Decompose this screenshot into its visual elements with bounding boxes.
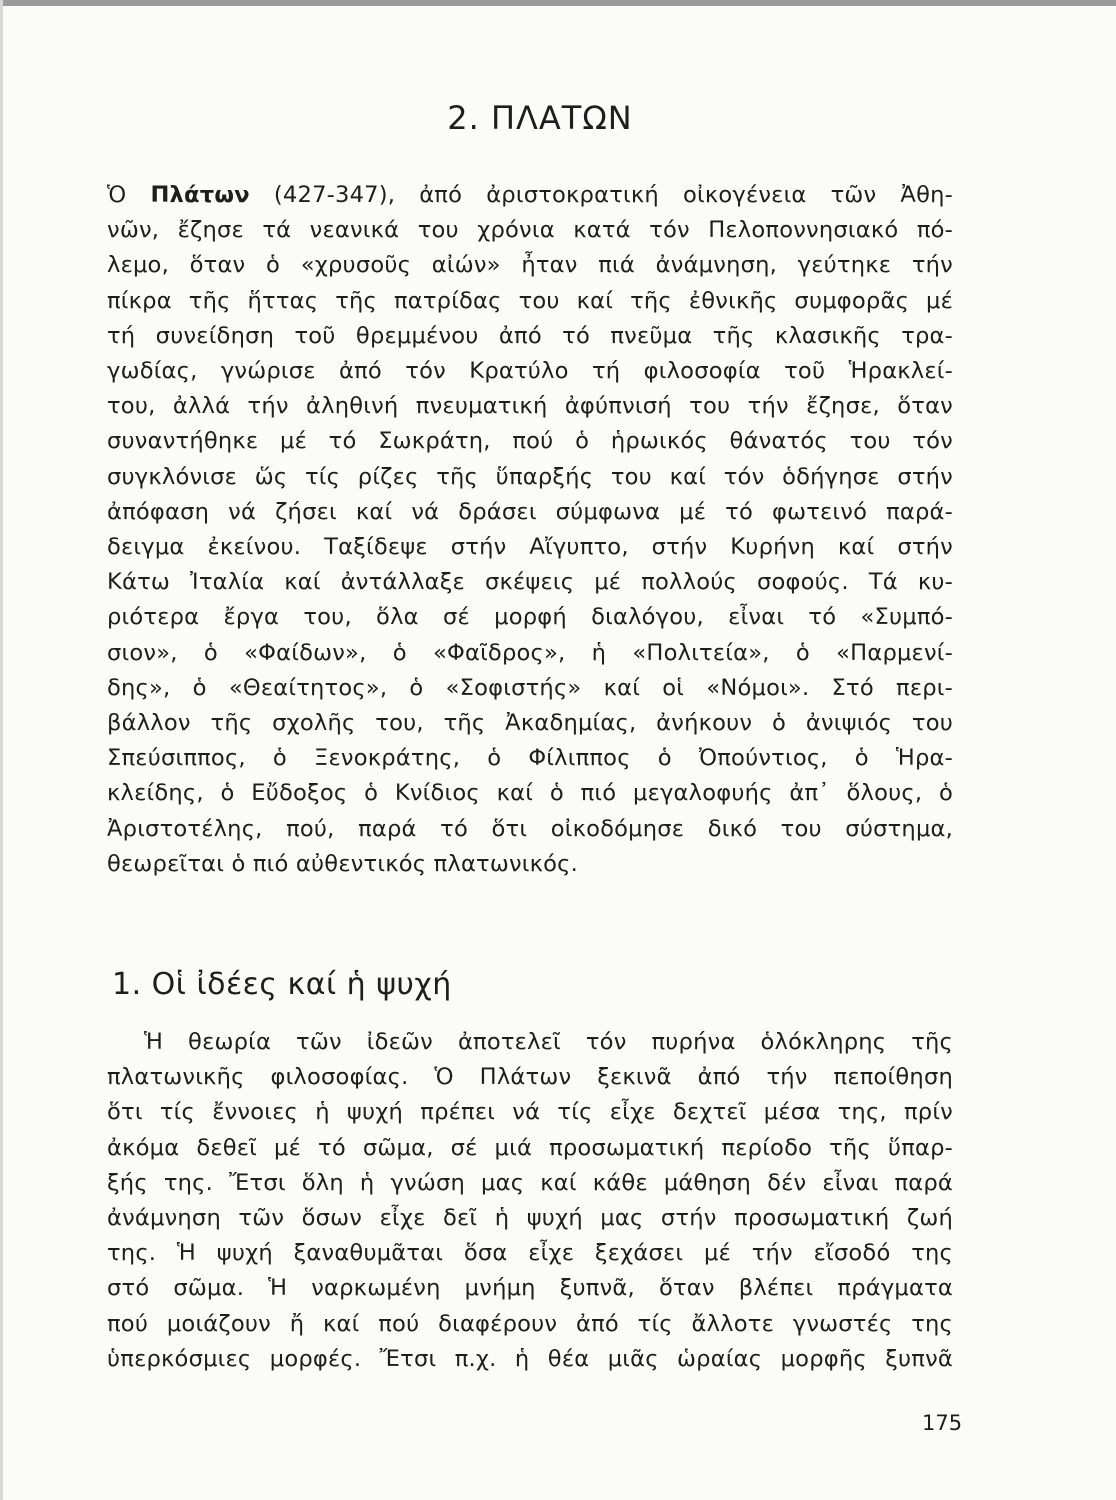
top-edge-rule bbox=[0, 0, 1116, 6]
section-line: πλατωνικῆς φιλοσοφίας. Ὁ Πλάτων ξεκινᾶ ἀπό τήν πεποίθηση bbox=[107, 1064, 953, 1091]
page-left-edge bbox=[0, 0, 3, 1500]
intro-line: κλείδης, ὁ Εὔδοξος ὁ Κνίδιος καί ὁ πιό μεγαλοφυής ἀπ᾽ ὅλους, ὁ bbox=[107, 780, 953, 807]
intro-line: ἀπόφαση νά ζήσει καί νά δράσει σύμφωνα μέ τό φωτεινό παρά- bbox=[107, 498, 953, 525]
intro-line-rest: (427-347), ἀπό ἀριστοκρατική οἰκογένεια τῶν Ἀθη- bbox=[249, 182, 953, 208]
section-line: πού μοιάζουν ἤ καί πού διαφέρουν ἀπό τίς ἄλλοτε γνωστές της bbox=[107, 1310, 953, 1337]
chapter-title: 2. ΠΛΑΤΩΝ bbox=[447, 99, 633, 137]
intro-line: σιον», ὁ «Φαίδων», ὁ «Φαῖδρος», ἡ «Πολιτεία», ὁ «Παρμενί- bbox=[107, 639, 953, 666]
intro-line: λεμο, ὅταν ὁ «χρυσοῦς αἰών» ἦταν πιά ἀνάμνηση, γεύτηκε τήν bbox=[107, 252, 953, 279]
intro-line: βάλλον τῆς σχολῆς του, τῆς Ἀκαδημίας, ἀνήκουν ὁ ἀνιψιός του bbox=[107, 710, 953, 737]
intro-line: πίκρα τῆς ἥττας τῆς πατρίδας του καί τῆς ἐθνικῆς συμφορᾶς μέ bbox=[107, 287, 953, 314]
intro-line: συναντήθηκε μέ τό Σωκράτη, πού ὁ ἡρωικός θάνατός του τόν bbox=[107, 428, 953, 455]
intro-line: δειγμα ἐκείνου. Ταξίδεψε στήν Αἴγυπτο, στήν Κυρήνη καί στήν bbox=[107, 534, 953, 561]
intro-line: συγκλόνισε ὥς τίς ρίζες τῆς ὕπαρξής του καί τόν ὁδήγησε στήν bbox=[107, 463, 953, 490]
intro-line bbox=[107, 178, 953, 213]
section-line: Ἡ θεωρία τῶν ἰδεῶν ἀποτελεῖ τόν πυρήνα ὁλόκληρης τῆς bbox=[144, 1029, 953, 1055]
intro-line: νῶν, ἔζησε τά νεανικά του χρόνια κατά τόν Πελοποννησιακό πό- bbox=[107, 217, 953, 244]
intro-line: θεωρεῖται ὁ πιό αὐθεντικός πλατωνικός. bbox=[107, 850, 579, 877]
section-line: της. Ἡ ψυχή ξαναθυμᾶται ὅσα εἶχε ξεχάσει μέ τήν εἴσοδό της bbox=[107, 1240, 953, 1267]
intro-line: Σπεύσιππος, ὁ Ξενοκράτης, ὁ Φίλιππος ὁ Ὀπούντιος, ὁ Ἡρα- bbox=[107, 745, 953, 772]
section-line: ἀκόμα δεθεῖ μέ τό σῶμα, σέ μιά προσωματική περίοδο τῆς ὕπαρ- bbox=[107, 1134, 953, 1161]
page-number: 175 bbox=[922, 1411, 963, 1435]
intro-line: Κάτω Ἰταλία καί ἀντάλλαξε σκέψεις μέ πολλούς σοφούς. Τά κυ- bbox=[107, 569, 953, 596]
intro-line: τή συνείδηση τοῦ θρεμμένου ἀπό τό πνεῦμα τῆς κλασικῆς τρα- bbox=[107, 322, 953, 349]
section-line: ὑπερκόσμιες μορφές. Ἔτσι π.χ. ἡ θέα μιᾶς ὡραίας μορφῆς ξυπνᾶ bbox=[107, 1345, 953, 1372]
intro-paragraph bbox=[107, 178, 953, 882]
intro-line: ριότερα ἔργα του, ὅλα σέ μορφή διαλόγου, εἶναι τό «Συμπό- bbox=[107, 604, 953, 631]
intro-line-prefix: Ὁ bbox=[107, 182, 151, 208]
intro-line: γωδίας, γνώρισε ἀπό τόν Κρατύλο τή φιλοσοφία τοῦ Ἡρακλεί- bbox=[107, 358, 953, 385]
section-paragraph bbox=[107, 1025, 953, 1377]
section-line: ξής της. Ἔτσι ὅλη ἡ γνώση μας καί κάθε μάθηση δέν εἶναι παρά bbox=[107, 1169, 953, 1196]
intro-line: δης», ὁ «Θεαίτητος», ὁ «Σοφιστής» καί οἱ «Νόμοι». Στό περι- bbox=[107, 674, 953, 701]
section-heading: 1. Οἱ ἰδέες καί ἡ ψυχή bbox=[112, 967, 452, 1002]
intro-line: Ἀριστοτέλης, πού, παρά τό ὅτι οἰκοδόμησε δικό του σύστημα, bbox=[107, 815, 953, 842]
section-line: στό σῶμα. Ἡ ναρκωμένη μνήμη ξυπνᾶ, ὅταν βλέπει πράγματα bbox=[107, 1275, 953, 1302]
section-line: ὅτι τίς ἔννοιες ἡ ψυχή πρέπει νά τίς εἶχε δεχτεῖ μέσα της, πρίν bbox=[107, 1099, 953, 1126]
section-line: ἀνάμνηση τῶν ὅσων εἶχε δεῖ ἡ ψυχή μας στήν προσωματική ζωή bbox=[107, 1205, 953, 1232]
intro-line: του, ἀλλά τήν ἀληθινή πνευματική ἀφύπνισή του τήν ἔζησε, ὅταν bbox=[107, 393, 953, 420]
philosopher-name: Πλάτων bbox=[150, 182, 250, 208]
